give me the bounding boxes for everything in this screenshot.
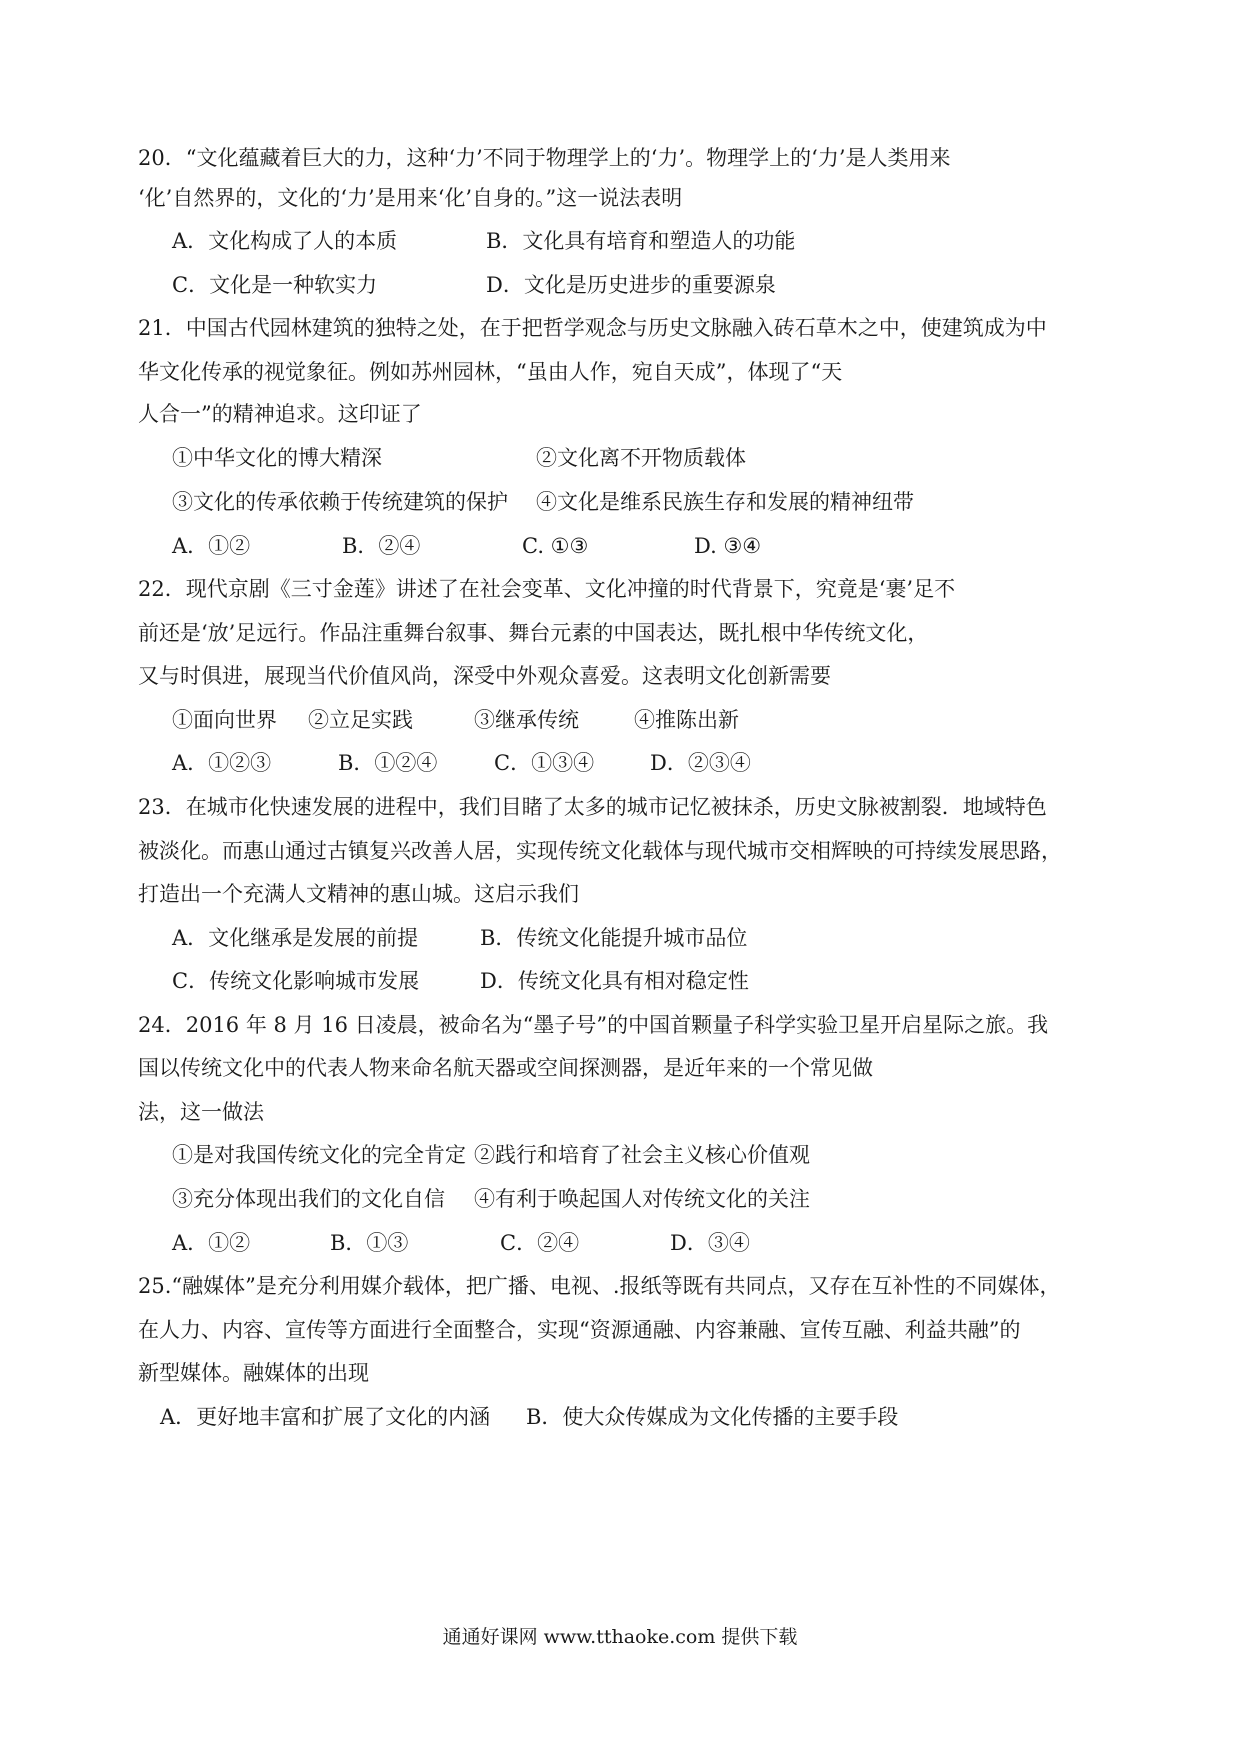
- statement-2: ②践行和培育了社会主义核心价值观: [474, 1143, 810, 1167]
- statement-4: ④文化是维系民族生存和发展的精神纽带: [536, 490, 914, 514]
- statement-3: ③充分体现出我们的文化自信: [172, 1187, 445, 1211]
- option-c: C．文化是一种软实力: [172, 273, 378, 297]
- statement-4: ④推陈出新: [634, 708, 739, 732]
- question-text-line: 21．中国古代园林建筑的独特之处，在于把哲学观念与历史文脉融入砖石草木之中，使建筑成为中: [138, 316, 1047, 340]
- question-text-line: ‘化’自然界的，文化的‘力’是用来‘化’自身的。”这一说法表明: [138, 186, 683, 210]
- question-text-line: 华文化传承的视觉象征。例如苏州园林，“虽由人作，宛自天成”，体现了“天: [138, 360, 843, 384]
- option-d: D．文化是历史进步的重要源泉: [486, 273, 776, 297]
- question-text-line: 又与时俱进，展现当代价值风尚，深受中外观众喜爱。这表明文化创新需要: [138, 664, 831, 688]
- statement-1: ①是对我国传统文化的完全肯定: [172, 1143, 466, 1167]
- option-d: D．传统文化具有相对稳定性: [480, 969, 749, 993]
- option-b: B．①②④: [338, 751, 438, 775]
- statement-2: ②文化离不开物质载体: [536, 446, 746, 470]
- question-text-line: 法，这一做法: [138, 1100, 264, 1124]
- statement-1: ①中华文化的博大精深: [172, 446, 382, 470]
- statement-1: ①面向世界: [172, 708, 277, 732]
- option-a: A．①②: [172, 534, 251, 558]
- question-text-line: 25.“融媒体”是充分利用媒介载体，把广播、电视、.报纸等既有共同点，又存在互补性的不同媒体，: [138, 1274, 1061, 1298]
- question-text-line: 国以传统文化中的代表人物来命名航天器或空间探测器，是近年来的一个常见做: [138, 1056, 873, 1080]
- option-b: B．使大众传媒成为文化传播的主要手段: [526, 1405, 899, 1429]
- option-a: A．文化构成了人的本质: [172, 229, 398, 253]
- page-footer: 通通好课网 www.tthaoke.com 提供下载: [442, 1626, 798, 1648]
- option-b: B．传统文化能提升城市品位: [480, 926, 748, 950]
- option-a: A．①②③: [172, 751, 272, 775]
- option-a: A．更好地丰富和扩展了文化的内涵: [160, 1405, 491, 1429]
- question-text-line: 23．在城市化快速发展的进程中，我们目睹了太多的城市记忆被抹杀，历史文脉被割裂．地域特色: [138, 795, 1047, 819]
- option-d: D．③④: [670, 1231, 750, 1255]
- question-text-line: 22．现代京剧《三寸金莲》讲述了在社会变革、文化冲撞的时代背景下，究竟是‘裹’足不: [138, 577, 956, 601]
- option-b: B．①③: [330, 1231, 409, 1255]
- question-text-line: 前还是‘放’足远行。作品注重舞台叙事、舞台元素的中国表达，既扎根中华传统文化，: [138, 621, 929, 645]
- question-text-line: 24．2016 年 8 月 16 日凌晨，被命名为“墨子号”的中国首颗量子科学实验卫星开启星际之旅。我: [138, 1013, 1049, 1037]
- option-c: C. ①③: [522, 534, 589, 558]
- option-d: D．②③④: [650, 751, 751, 775]
- statement-4: ④有利于唤起国人对传统文化的关注: [474, 1187, 810, 1211]
- question-text-line: 在人力、内容、宣传等方面进行全面整合，实现“资源通融、内容兼融、宣传互融、利益共融”的: [138, 1318, 1021, 1342]
- option-c: C．传统文化影响城市发展: [172, 969, 420, 993]
- option-b: B．②④: [342, 534, 421, 558]
- option-b: B．文化具有培育和塑造人的功能: [486, 229, 796, 253]
- option-c: C．②④: [500, 1231, 580, 1255]
- question-text-line: 新型媒体。融媒体的出现: [138, 1361, 369, 1385]
- question-text-line: 被淡化。而惠山通过古镇复兴改善人居，实现传统文化载体与现代城市交相辉映的可持续发展思路，: [138, 839, 1062, 863]
- statement-2: ②立足实践: [308, 708, 413, 732]
- option-c: C．①③④: [494, 751, 595, 775]
- question-text-line: 打造出一个充满人文精神的惠山城。这启示我们: [138, 882, 579, 906]
- question-text-line: 20．“文化蕴藏着巨大的力，这种‘力’不同于物理学上的‘力’。物理学上的‘力’是人类用来: [138, 146, 951, 170]
- option-a: A．文化继承是发展的前提: [172, 926, 419, 950]
- option-a: A．①②: [172, 1231, 251, 1255]
- question-text-line: 人合一”的精神追求。这印证了: [138, 402, 422, 426]
- statement-3: ③文化的传承依赖于传统建筑的保护: [172, 490, 508, 514]
- option-d: D. ③④: [694, 534, 762, 558]
- statement-3: ③继承传统: [474, 708, 579, 732]
